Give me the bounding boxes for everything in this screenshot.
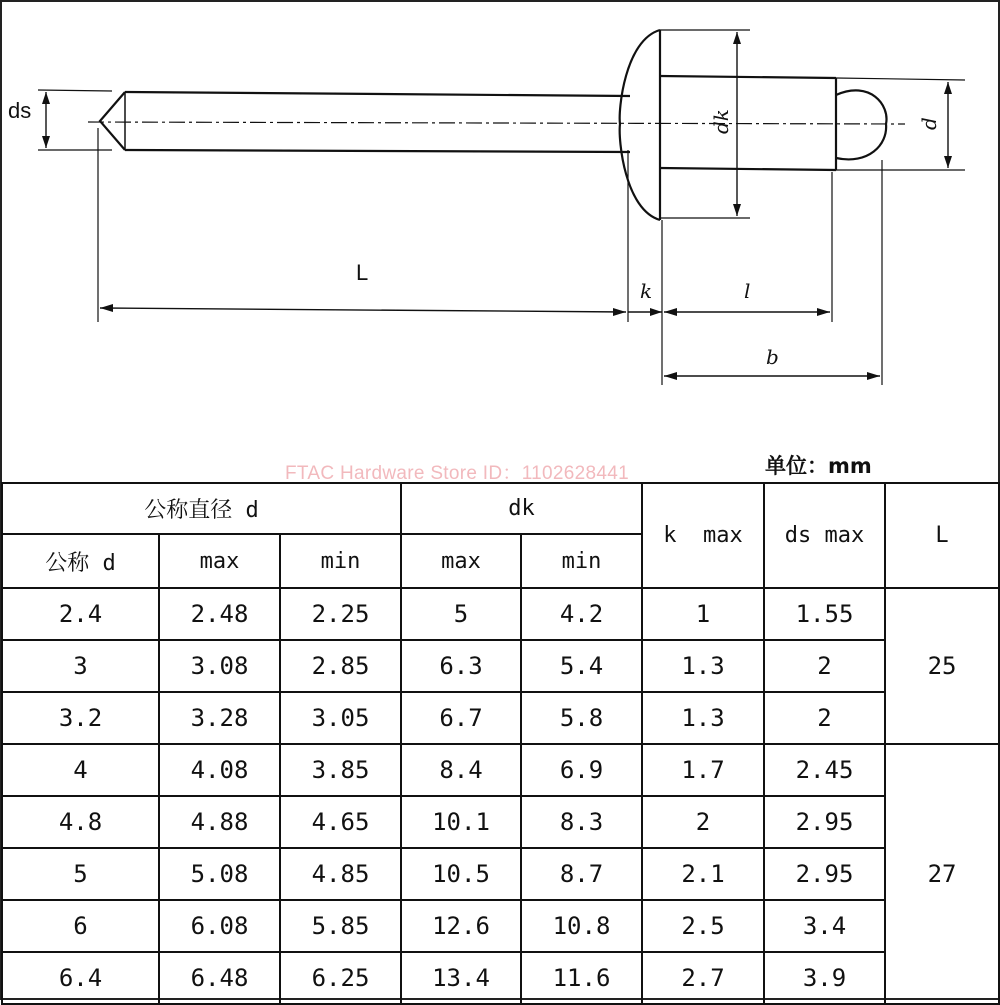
cell-d: 4.8 bbox=[2, 796, 159, 848]
cell-d-min: 2.25 bbox=[280, 588, 401, 640]
cell-dk-max: 12.6 bbox=[401, 900, 521, 952]
cell-k-max: 1.3 bbox=[642, 692, 764, 744]
header-d-max: max bbox=[159, 534, 280, 588]
cell-ds-max: 2.95 bbox=[764, 848, 885, 900]
table-row bbox=[2, 796, 999, 848]
mandrel-end-ball bbox=[836, 90, 887, 159]
cell-dk-max: 10.1 bbox=[401, 796, 521, 848]
cell-dk-max: 6.3 bbox=[401, 640, 521, 692]
cell-d-min: 3.05 bbox=[280, 692, 401, 744]
cell-k-max: 2.1 bbox=[642, 848, 764, 900]
cell-d-max: 5.08 bbox=[159, 848, 280, 900]
cell-dk-max: 5 bbox=[401, 588, 521, 640]
rivet-drawing bbox=[0, 0, 1000, 460]
cell-ds-max: 2.45 bbox=[764, 744, 885, 796]
mandrel-top-edge bbox=[125, 92, 630, 96]
table-row bbox=[2, 692, 999, 744]
cell-dk-min: 6.9 bbox=[521, 744, 642, 796]
cell-ds-max: 2.95 bbox=[764, 796, 885, 848]
cell-d-max: 4.08 bbox=[159, 744, 280, 796]
cell-d-min: 6.25 bbox=[280, 952, 401, 1004]
mandrel-tip bbox=[100, 92, 125, 150]
cell-dk-min: 5.8 bbox=[521, 692, 642, 744]
cell-d: 6.4 bbox=[2, 952, 159, 1004]
label-dk: dk bbox=[709, 109, 733, 134]
cell-d-max: 6.48 bbox=[159, 952, 280, 1004]
cell-k-max: 2.5 bbox=[642, 900, 764, 952]
cell-dk-min: 11.6 bbox=[521, 952, 642, 1004]
spec-table bbox=[1, 482, 1000, 1005]
header-nominal-d: 公称 d bbox=[2, 534, 159, 588]
label-ds: ds bbox=[8, 98, 32, 123]
rivet-body-top bbox=[660, 76, 836, 78]
cell-d-max: 3.08 bbox=[159, 640, 280, 692]
cell-k-max: 2 bbox=[642, 796, 764, 848]
header-dk: dk bbox=[401, 483, 642, 534]
cell-d-min: 2.85 bbox=[280, 640, 401, 692]
cell-d-min: 4.85 bbox=[280, 848, 401, 900]
table-row bbox=[2, 744, 999, 796]
unit-note: 单位：mm bbox=[765, 454, 872, 478]
cell-dk-max: 6.7 bbox=[401, 692, 521, 744]
cell-dk-min: 8.7 bbox=[521, 848, 642, 900]
cell-d-min: 4.65 bbox=[280, 796, 401, 848]
label-l: l bbox=[744, 279, 751, 303]
store-watermark: FTAC Hardware Store ID：1102628441 bbox=[285, 463, 629, 484]
cell-ds-max: 2 bbox=[764, 640, 885, 692]
cell-d-max: 6.08 bbox=[159, 900, 280, 952]
label-d: d bbox=[917, 117, 941, 130]
cell-d: 2.4 bbox=[2, 588, 159, 640]
cell-d: 6 bbox=[2, 900, 159, 952]
table-row bbox=[2, 588, 999, 640]
header-ds-max: ds max bbox=[764, 483, 885, 588]
cell-d: 3 bbox=[2, 640, 159, 692]
cell-dk-min: 8.3 bbox=[521, 796, 642, 848]
table-row bbox=[2, 848, 999, 900]
cell-dk-max: 13.4 bbox=[401, 952, 521, 1004]
cell-d: 5 bbox=[2, 848, 159, 900]
label-k: k bbox=[640, 279, 653, 303]
header-nominal-diameter: 公称直径 d bbox=[2, 483, 401, 534]
cell-d-min: 5.85 bbox=[280, 900, 401, 952]
cell-L-group: 25 bbox=[885, 588, 999, 744]
cell-dk-min: 5.4 bbox=[521, 640, 642, 692]
rivet-body-bottom bbox=[660, 168, 836, 170]
label-b: b bbox=[766, 345, 779, 369]
cell-dk-max: 10.5 bbox=[401, 848, 521, 900]
cell-ds-max: 3.4 bbox=[764, 900, 885, 952]
cell-L-group: 27 bbox=[885, 744, 999, 1004]
table-row bbox=[2, 952, 999, 1004]
header-d-min: min bbox=[280, 534, 401, 588]
cell-ds-max: 2 bbox=[764, 692, 885, 744]
cell-d: 4 bbox=[2, 744, 159, 796]
cell-d-min: 3.85 bbox=[280, 744, 401, 796]
header-k-max: k max bbox=[642, 483, 764, 588]
table-row bbox=[2, 640, 999, 692]
cell-dk-min: 10.8 bbox=[521, 900, 642, 952]
cell-d-max: 2.48 bbox=[159, 588, 280, 640]
cell-ds-max: 1.55 bbox=[764, 588, 885, 640]
cell-k-max: 1.3 bbox=[642, 640, 764, 692]
cell-d: 3.2 bbox=[2, 692, 159, 744]
cell-k-max: 1 bbox=[642, 588, 764, 640]
cell-k-max: 2.7 bbox=[642, 952, 764, 1004]
header-dk-min: min bbox=[521, 534, 642, 588]
cell-dk-max: 8.4 bbox=[401, 744, 521, 796]
centre-line bbox=[88, 122, 905, 124]
mandrel-bottom-edge bbox=[125, 150, 630, 152]
rivet-head-dome bbox=[620, 30, 660, 220]
table-row bbox=[2, 900, 999, 952]
cell-k-max: 1.7 bbox=[642, 744, 764, 796]
cell-d-max: 3.28 bbox=[159, 692, 280, 744]
cell-d-max: 4.88 bbox=[159, 796, 280, 848]
label-L: L bbox=[356, 260, 369, 285]
cell-dk-min: 4.2 bbox=[521, 588, 642, 640]
header-dk-max: max bbox=[401, 534, 521, 588]
cell-ds-max: 3.9 bbox=[764, 952, 885, 1004]
header-L: L bbox=[885, 483, 999, 588]
